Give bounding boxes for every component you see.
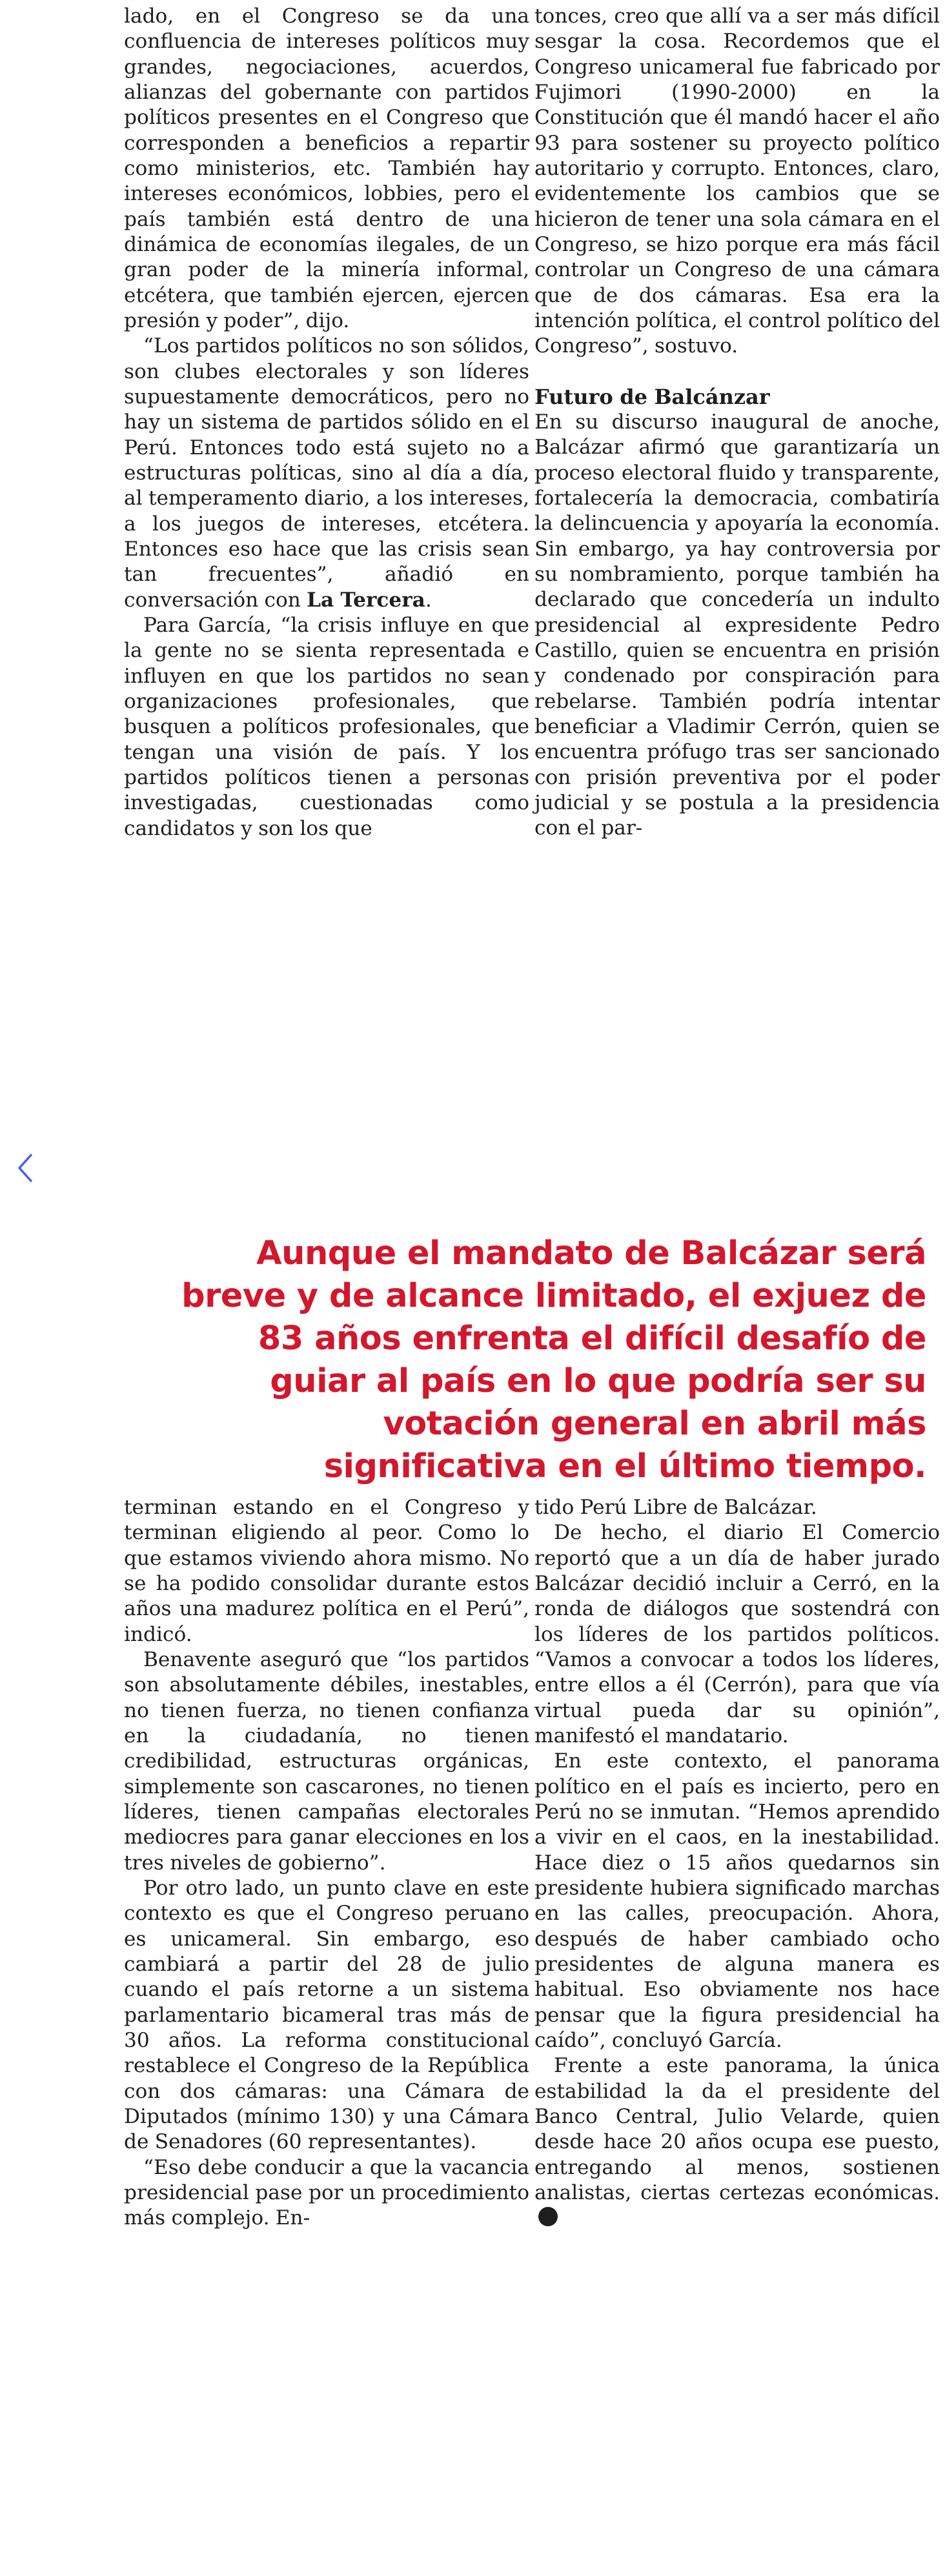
paragraph: tonces, creo que allí va a ser más difícil sesgar la cosa. Recordemos que el Congreso unicameral fue fabricado por Fujimori (1990-2000) en la Constitución que él mandó hacer el año 93 para sostener su proyecto político autoritario y corrupto. Entonces, claro, evidentemente los cambios que se hicieron de tener una sola cámara en el Congreso, se hizo porque era más fácil controlar un Congreso de una cámara que de dos cámaras. Esa era la intención política, el control político del Congreso”, sostuvo. (534, 5, 940, 358)
paragraph: “Eso debe conducir a que la vacancia presidencial pase por un procedimiento más complejo. En- (124, 2155, 529, 2230)
article-column-1 (124, 4, 529, 841)
back-button[interactable] (12, 1149, 37, 1187)
article-column-3 (124, 1495, 529, 2231)
paragraph: tido Perú Libre de Balcázar. (534, 1496, 817, 1519)
paragraph-text: “Los partidos políticos no son sólidos, son clubes electorales y son líderes supuestamente democráticos, pero no hay un sistema de partidos sólido en el Perú. Entonces todo está sujeto no a estructuras políticas, sino al día a día, al temperamento diario, a los intereses, a los juegos de intereses, etcétera. Entonces eso hace que las crisis sean tan frecuentes”, añadió en conversación con (124, 334, 529, 612)
paragraph: Para García, “la crisis influye en que la gente no se sienta representada e influyen en que los partidos no sean organizaciones profesionales, que busquen a políticos profesionales, que tengan una visión de país. Y los partidos políticos tienen a personas investigadas, cuestionadas como candidatos y son los que (124, 613, 529, 840)
paragraph-text: . (425, 588, 432, 612)
paragraph: De hecho, el diario El Comercio reportó que a un día de haber jurado Balcázar decidió incluir a Cerró, en la ronda de diálogos que sostendrá con los líderes de los partidos políticos. “Vamos a convocar a todos los líderes, entre ellos a él (Cerrón), para que vía virtual pueda dar su opinión”, manifestó el mandatario. (534, 1521, 940, 1747)
article-column-2 (534, 4, 940, 841)
paragraph: Por otro lado, un punto clave en este contexto es que el Congreso peruano es unicameral. Sin embargo, eso cambiará a partir del 28 de julio cuando el país retorne a un sistema parlamentario bicameral tras más de 30 años. La reforma constitucional restablece el Congreso de la República con dos cámaras: una Cámara de Diputados (mínimo 130) y una Cámara de Senadores (60 representantes). (124, 1876, 529, 2154)
publication-name: La Tercera (307, 588, 425, 612)
article-column-4 (534, 1495, 940, 2231)
chevron-left-icon (12, 1149, 37, 1187)
paragraph: lado, en el Congreso se da una confluencia de intereses políticos muy grandes, negociaciones, acuerdos, alianzas del gobernante con partidos políticos presentes en el Congreso que corresponden a beneficios a repartir como ministerios, etc. También hay intereses económicos, lobbies, pero el país también está dentro de una dinámica de economías ilegales, de un gran poder de la minería informal, etcétera, que también ejercen, ejercen presión y poder”, dijo. (124, 5, 529, 332)
section-subheading: Futuro de Balcánzar (534, 384, 770, 409)
paragraph: Benavente aseguró que “los partidos son absolutamente débiles, inestables, no tienen fuerza, no tienen confianza en la ciudadanía, no tienen credibilidad, estructuras orgánicas, simplemente son cascarones, no tienen líderes, tienen campañas electorales mediocres para ganar elecciones en los tres niveles de gobierno”. (124, 1647, 529, 1875)
paragraph: En su discurso inaugural de anoche, Balcázar afirmó que garantizaría un proceso electoral fluido y transparente, fortalecería la democracia, combatiría la delincuencia y apoyaría la economía. Sin embargo, ya hay controversia por su nombramiento, porque también ha declarado que concedería un indulto presidencial al expresidente Pedro Castillo, quien se encuentra en prisión y condenado por conspiración para rebelarse. También podría intentar beneficiar a Vladimir Cerrón, quien se encuentra prófugo tras ser sancionado con prisión preventiva por el poder judicial y se postula a la presidencia con el par- (534, 410, 940, 840)
paragraph: terminan estando en el Congreso y terminan eligiendo al peor. Como lo que estamos viviendo ahora mismo. No se ha podido consolidar durante estos años una madurez política en el Perú”, indicó. (124, 1496, 529, 1646)
pull-quote: Aunque el mandato de Balcázar será breve y de alcance limitado, el exjuez de 83 años enfrenta el difícil desafío de guiar al país en lo que podría ser su votación general en abril más significativa en el último tiempo. (181, 1234, 926, 1485)
paragraph (124, 334, 529, 613)
end-of-article-dot-icon (538, 2207, 558, 2226)
paragraph-text: Frente a este panorama, la única estabilidad la da el presidente del Banco Central, Julio Velarde, quien desde hace 20 años ocupa ese puesto, entregando al menos, sostienen analistas, ciertas certezas económicas. (534, 2054, 940, 2204)
paragraph: En este contexto, el panorama político en el país es incierto, pero en Perú no se inmutan. “Hemos aprendido a vivir en el caos, en la inestabilidad. Hace diez o 15 años quedarnos sin presidente hubiera significado marchas en las calles, preocupación. Ahora, después de haber cambiado ocho presidentes de alguna manera es habitual. Eso obviamente nos hace pensar que la figura presidencial ha caído”, concluyó García. (534, 1749, 940, 2052)
paragraph (534, 2053, 940, 2231)
